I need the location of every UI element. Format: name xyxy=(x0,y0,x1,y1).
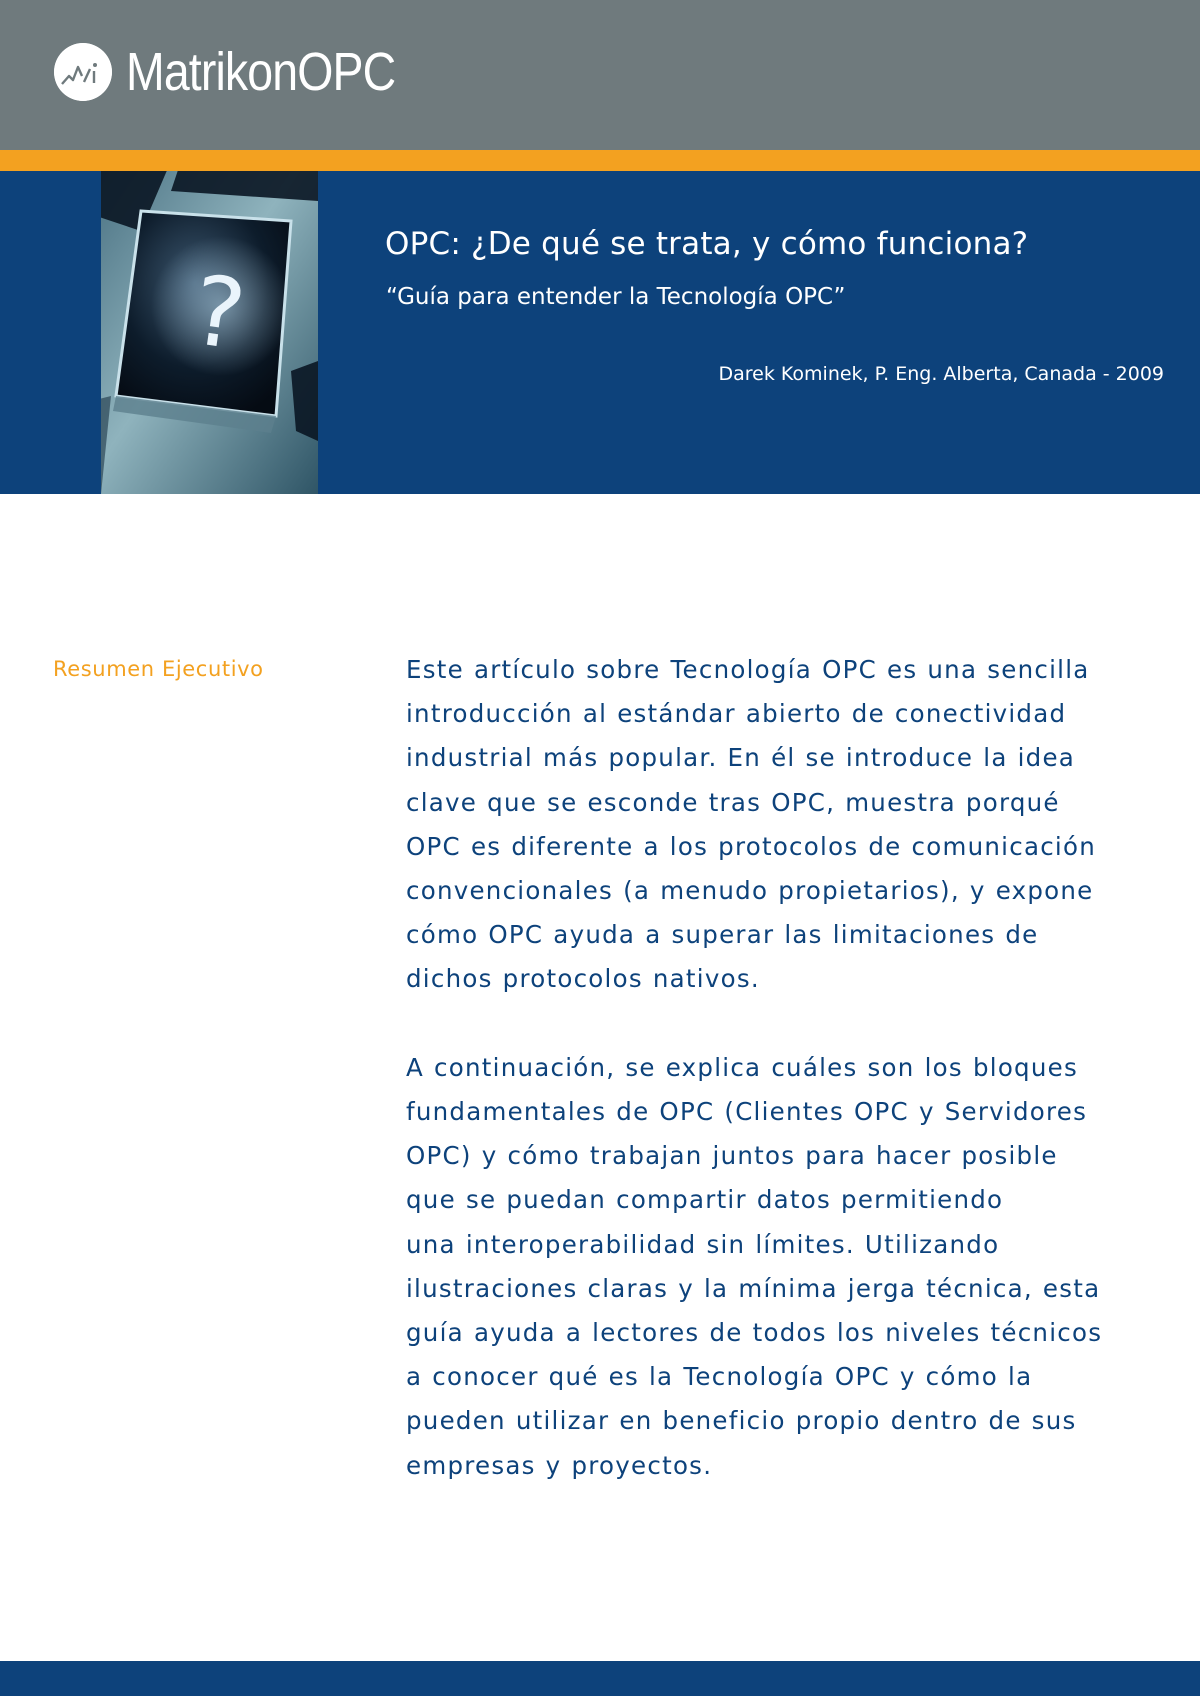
title-banner xyxy=(0,171,1200,494)
logo-wordmark: MatrikonOPC xyxy=(126,42,396,102)
summary-paragraph: A continuación, se explica cuáles son los bloques fundamentales de OPC (Clientes OPC y Servidores OPC) y cómo trabajan juntos para hacer posible que se puedan compartir datos permitiendo una interoperabilidad sin límites. Utilizando ilustraciones claras y la mínima jerga técnica, esta guía ayuda a lectores de todos los niveles técnicos a conocer qué es la Tecnología OPC y cómo la pueden utilizar en beneficio propio dentro de sus empresas y proyectos. xyxy=(406,1052,1103,1480)
author-line: Darek Kominek, P. Eng. Alberta, Canada - 2009 xyxy=(718,363,1164,385)
document-title: OPC: ¿De qué se trata, y cómo funciona? xyxy=(385,226,1029,262)
keyboard-key-illustration xyxy=(101,171,318,494)
summary-body xyxy=(406,648,1176,1488)
section-label: Resumen Ejecutivo xyxy=(53,657,264,681)
header-bar xyxy=(0,0,1200,150)
accent-stripe xyxy=(0,150,1200,171)
keyboard-question-key-image xyxy=(101,171,318,494)
matrikon-logo-icon xyxy=(54,43,112,101)
summary-paragraph: Este artículo sobre Tecnología OPC es una sencilla introducción al estándar abierto de conectividad industrial más popular. En él se introduce la idea clave que se esconde tras OPC, muestra porqué OPC es diferente a los protocolos de comunicación convencionales (a menudo propietarios), y expone cómo OPC ayuda a superar las limitaciones de dichos protocolos nativos. xyxy=(406,655,1096,994)
footer-bar xyxy=(0,1661,1200,1696)
question-mark-glyph: ? xyxy=(185,253,252,372)
document-subtitle: “Guía para entender la Tecnología OPC” xyxy=(386,284,846,310)
matrikon-logo xyxy=(54,42,439,102)
